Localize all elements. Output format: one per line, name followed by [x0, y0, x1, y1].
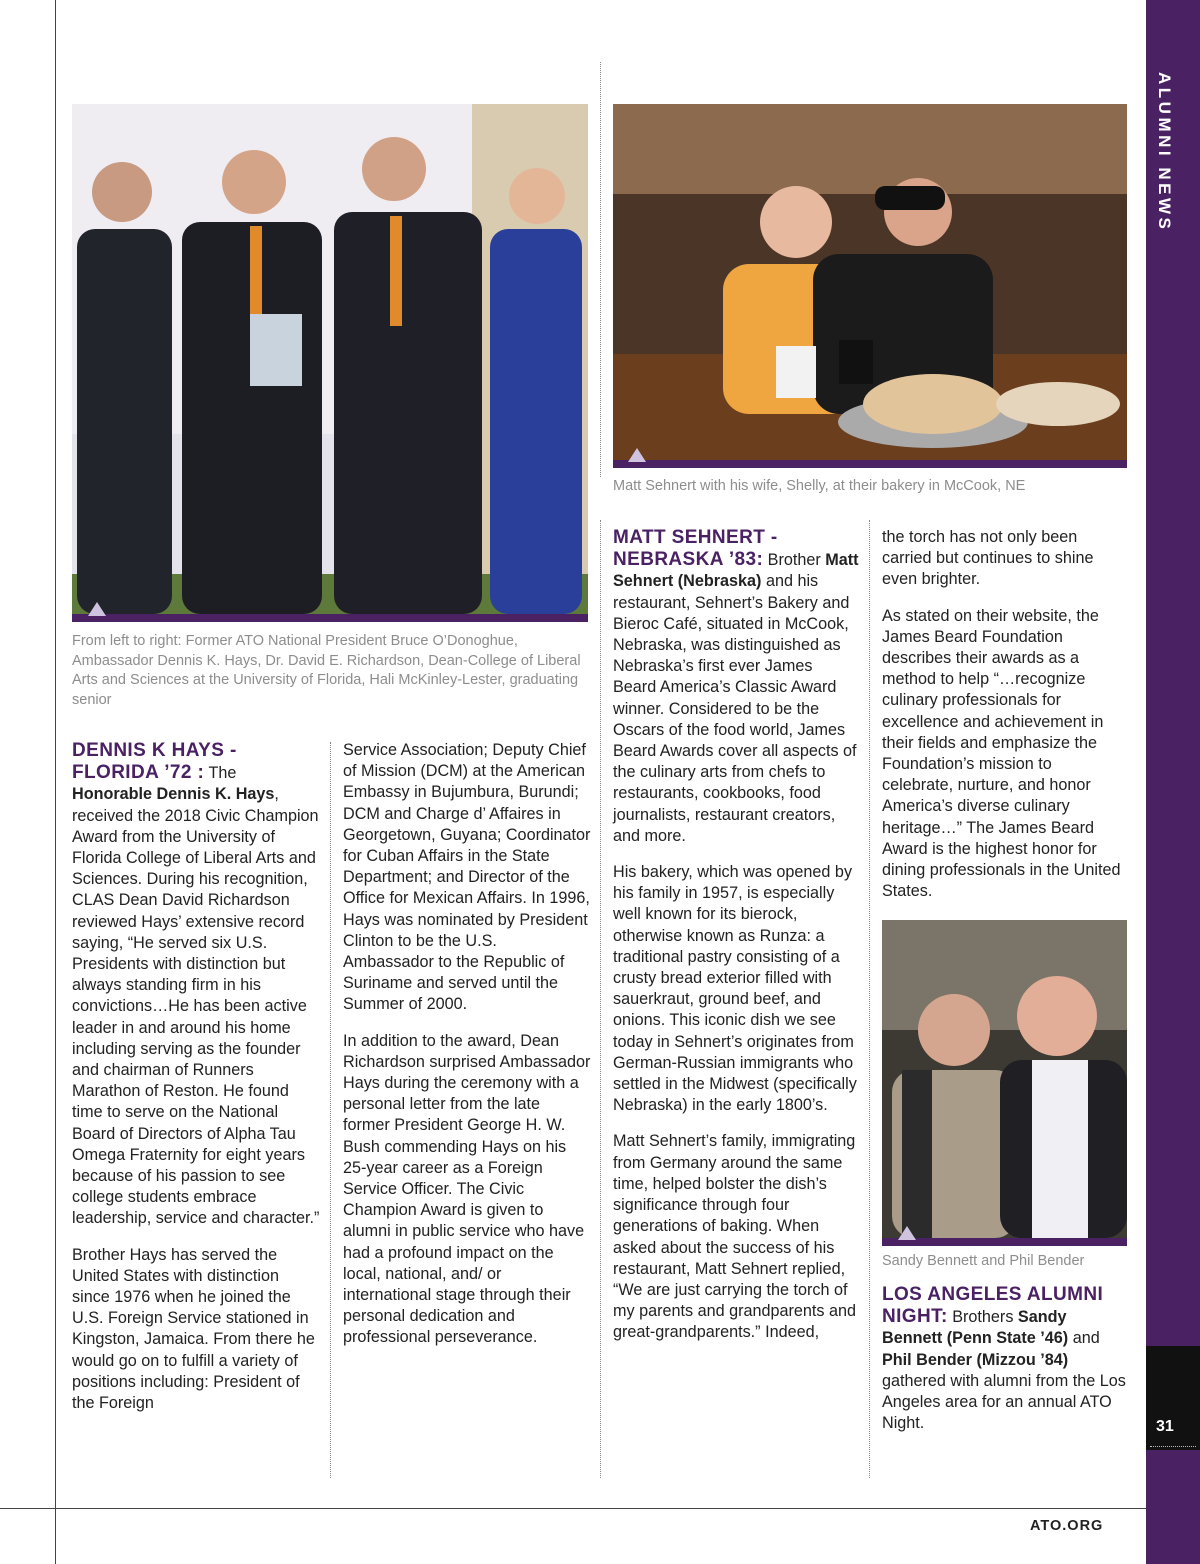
sehnert-paragraph-1: and his restaurant, Sehnert’s Bakery and Bieroc Café, situated in McCook, Nebraska, was distinguished as Nebraska’s first ever James Beard America’s Classic Award winner. Considered to be the Oscars of the food world, James Beard Awards cover all aspects of the culinary arts from chefs to restaurants, cookbooks, food journalists, restaurant creators, and more.	[613, 572, 857, 845]
la-text-3: gathered with alumni from the Los Angeles area for an annual ATO Night.	[882, 1371, 1126, 1433]
hays-heading: DENNIS K HAYS - FLORIDA ’72 :	[72, 740, 237, 784]
la-heading: LOS ANGELES ALUMNI NIGHT:	[882, 1284, 1104, 1328]
column-divider-3	[869, 520, 870, 1478]
hays-name: Honorable Dennis K. Hays	[72, 785, 275, 804]
hays-paragraph-4: In addition to the award, Dean Richardson surprised Ambassador Hays during the ceremony with a personal letter from the late former President George H. W. Bush commending Hays on his 25-year career as a Foreign Service Officer. The Civic Champion Award is given to alumni in public service who have had a profound impact on the local, national, and/ or international stage through their personal dedication and professional perseverance.	[343, 1031, 591, 1347]
sehnert-name: Matt Sehnert (Nebraska)	[613, 551, 859, 591]
column-divider-2	[600, 520, 601, 1478]
ato-emblem-icon	[88, 602, 106, 616]
photo-sehnert-bar	[613, 460, 1127, 468]
hays-article-col1	[72, 740, 320, 1429]
ato-emblem-icon	[898, 1226, 916, 1240]
hays-lead: The	[204, 764, 237, 783]
sehnert-article-col4	[882, 527, 1127, 917]
la-article	[882, 1284, 1127, 1449]
la-name-2: Phil Bender (Mizzou ’84)	[882, 1350, 1069, 1369]
hays-paragraph-2: Brother Hays has served the United States with distinction since 1976 when he joined the U.S. Foreign Service stationed in Kingston, Jamaica. From there he would go on to fulfill a variety of positions including: President of the Foreign	[72, 1245, 315, 1413]
la-text-1: Brothers	[947, 1308, 1018, 1327]
la-name-1: Sandy Bennett (Penn State ’46)	[882, 1308, 1069, 1348]
footer-rule	[0, 1508, 1146, 1509]
left-margin-rule	[55, 0, 56, 1564]
photo-la-caption: Sandy Bennett and Phil Bender	[882, 1253, 1085, 1269]
photo-sehnert-caption: Matt Sehnert with his wife, Shelly, at their bakery in McCook, NE	[613, 478, 1026, 494]
footer-site-link[interactable]: ATO.ORG	[1030, 1518, 1104, 1534]
photo-hays-award	[72, 104, 588, 614]
photo-hays-bar	[72, 614, 588, 622]
photo-la-alumni	[882, 920, 1127, 1238]
la-text-2: and	[1068, 1329, 1100, 1348]
sehnert-lead: Brother	[763, 551, 821, 570]
column-divider-1	[330, 742, 331, 1478]
sehnert-paragraph-3: Matt Sehnert’s family, immigrating from Germany around the same time, helped bolster the dish’s significance through four generations of baking. When asked about the success of his restaurant, Matt Sehnert replied, “We are just carrying the torch of my parents and grandparents and great-grandparents.” Indeed,	[613, 1132, 856, 1342]
photo-sehnert-bakery	[613, 104, 1127, 460]
sehnert-paragraph-5: As stated on their website, the James Beard Foundation describes their awards as a method to help “…recognize culinary professionals for excellence and achievement in their fields and emphasize the Foundation’s mission to celebrate, nurture, and honor America’s diverse culinary heritage…” The James Beard Award is the highest honor for dining professionals in the United States.	[882, 606, 1121, 901]
photo-la-bar	[882, 1238, 1127, 1246]
sehnert-paragraph-2: His bakery, which was opened by his family in 1957, is especially well known for its bierock, otherwise known as Runza: a traditional pastry consisting of a crusty bread exterior filled with sauerkraut, ground beef, and onions. This iconic dish we see today in Sehnert’s originates from German-Russian immigrants who settled in the Midwest (specifically Nebraska) in the early 1800’s.	[613, 863, 857, 1115]
hays-article-col2	[343, 740, 591, 1364]
hays-paragraph-3: Service Association; Deputy Chief of Mission (DCM) at the American Embassy in Bujumbura, Burundi; DCM and Charge d’ Affaires in Georgetown, Guyana; Coordinator for Cuban Affairs in the State Department; and Director of the Office for Mexican Affairs. In 1996, Hays was nominated by President Clinton to be the U.S. Ambassador to the Republic of Suriname and served until the Summer of 2000.	[343, 741, 591, 1014]
photo-hays-caption: From left to right: Former ATO National President Bruce O’Donoghue, Ambassador Dennis K. Hays, Dr. David E. Richardson, Dean-College of Liberal Arts and Sciences at the University of Florida, Hali McKinley-Lester, graduating senior	[72, 633, 581, 708]
sehnert-article-col3	[613, 527, 859, 1359]
page-number-rule	[1150, 1446, 1196, 1447]
hays-paragraph-1: , received the 2018 Civic Champion Award from the University of Florida College of Liberal Arts and Sciences. During his recognition, CLAS Dean David Richardson reviewed Hays’ extensive record saying, “He served six U.S. Presidents with distinction but always standing firm in his convictions…He has been active leader in and around his home including serving as the founder and chairman of Runners Marathon of Reston. He found time to serve on the National Board of Directors of Alpha Tau Omega Fraternity for eight years because of his passion to see college students embrace leadership, service and character.”	[72, 785, 320, 1228]
section-label-text: ALUMNI NEWS	[1155, 72, 1174, 233]
sehnert-paragraph-4: the torch has not only been carried but continues to shine even brighter.	[882, 528, 1094, 589]
section-label	[1146, 72, 1200, 272]
sehnert-heading: MATT SEHNERT - NEBRASKA ’83:	[613, 527, 778, 571]
column-divider-top	[600, 62, 601, 477]
ato-emblem-icon	[628, 448, 646, 462]
page-number: 31	[1156, 1418, 1174, 1435]
